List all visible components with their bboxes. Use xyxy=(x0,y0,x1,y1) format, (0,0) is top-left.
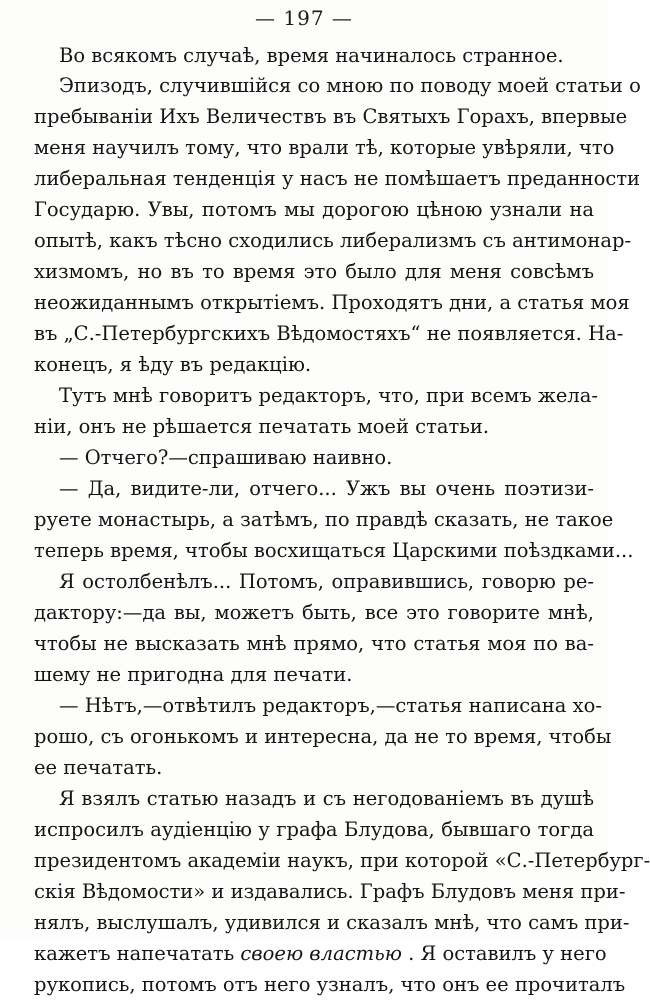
text-line: теперь время, чтобы восхищаться Царскими поѣздками... xyxy=(34,539,634,562)
text-line xyxy=(34,939,607,969)
page-number: — 197 — xyxy=(255,6,353,30)
text-line: ее печатать. xyxy=(34,756,163,779)
text-line: Во всякомъ случаѣ, время начиналось странное. xyxy=(59,44,564,67)
text-line: пребываніи Ихъ Величествъ въ Святыхъ Горахъ, впервые xyxy=(34,105,628,128)
text-line: — Да, видите-ли, отчего... Ужъ вы очень поэтизи- xyxy=(59,477,594,500)
text-line: либеральная тенденція у насъ не помѣшаетъ преданности xyxy=(34,167,641,190)
text-line: въ „С.-Петербургскихъ Вѣдомостяхъ“ не появляется. На- xyxy=(34,322,624,345)
text-line: рошо, съ огонькомъ и интересна, да не то время, чтобы xyxy=(34,725,612,748)
text-line: скія Вѣдомости» и издавались. Графъ Блудовъ меня при- xyxy=(34,880,626,903)
text-line: нялъ, выслушалъ, удивился и сказалъ мнѣ, что самъ при- xyxy=(34,911,630,934)
text-fragment: . Я оставилъ у него xyxy=(408,942,607,965)
text-line: хизмомъ, но въ то время это было для меня совсѣмъ xyxy=(34,260,594,283)
text-line: президентомъ академіи наукъ, при которой «С.-Петербург- xyxy=(34,849,650,872)
text-line: Государю. Увы, потомъ мы дорогою цѣною узнали на xyxy=(34,198,594,221)
text-fragment: кажетъ напечатать xyxy=(34,942,235,965)
text-line: конецъ, я ѣду въ редакцію. xyxy=(34,353,312,376)
text-line: опытѣ, какъ тѣсно сходились либерализмъ съ антимонар- xyxy=(34,229,632,252)
text-line: руете монастырь, а затѣмъ, по правдѣ сказать, не такое xyxy=(34,508,614,531)
text-line: чтобы не высказать мнѣ прямо, что статья моя по ва- xyxy=(34,632,594,655)
text-line: Тутъ мнѣ говоритъ редакторъ, что, при всемъ жела- xyxy=(59,384,598,407)
text-line: Я остолбенѣлъ... Потомъ, оправившись, говорю ре- xyxy=(59,570,594,593)
text-line: испросилъ аудіенцію у графа Блудова, бывшаго тогда xyxy=(34,818,594,841)
text-line: — Нѣтъ,—отвѣтилъ редакторъ,—статья написана хо- xyxy=(59,694,602,717)
text-line: меня научилъ тому, что врали тѣ, которые увѣряли, что xyxy=(34,136,615,159)
emphasized-text: своею властью xyxy=(240,942,402,965)
text-line: шему не пригодна для печати. xyxy=(34,663,353,686)
text-line: — Отчего?—спрашиваю наивно. xyxy=(59,446,393,469)
text-line: Эпизодъ, случившійся со мною по поводу моей статьи о xyxy=(59,74,641,97)
text-line: рукопись, потомъ отъ него узналъ, что онъ ее прочиталъ xyxy=(34,973,626,996)
text-line: ніи, онъ не рѣшается печатать моей статьи. xyxy=(34,415,490,438)
text-line: неожиданнымъ открытіемъ. Проходятъ дни, а статья моя xyxy=(34,291,630,314)
text-line: Я взялъ статью назадъ и съ негодованіемъ въ душѣ xyxy=(59,787,594,810)
text-line: дактору:—да вы, можетъ быть, все это говорите мнѣ, xyxy=(34,601,594,624)
